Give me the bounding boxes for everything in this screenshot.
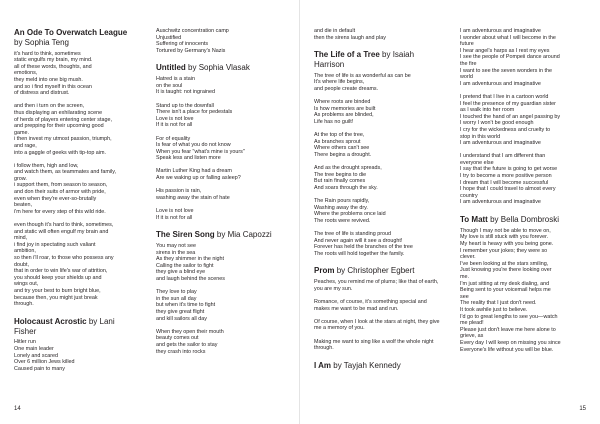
poem-line: i support them, from season to season,	[14, 182, 108, 189]
poem-line: washing away the stain of hate	[156, 194, 230, 201]
poem-line: My heart is heavy with you being gone.	[460, 241, 554, 248]
poem-line: Calling the sailor to fight	[156, 262, 214, 269]
poem-line: of distress and distrust.	[14, 90, 70, 97]
poem-line: i then invest my utmost passion, triumph,	[14, 136, 112, 143]
poem-line: It is taught: not ingrained	[156, 89, 216, 96]
poem-line: When you fear "what's mine is yours"	[156, 148, 245, 155]
stanza-break	[314, 332, 440, 339]
stanza-break	[314, 93, 440, 100]
poem-line: There begins a drought.	[314, 151, 372, 158]
poem-line: The roots will hold together the family.	[314, 250, 405, 257]
poem-line: Forever has held the branches of the tree	[314, 244, 413, 251]
stanza-break	[156, 96, 278, 103]
poem-body-holocaust	[14, 339, 132, 372]
poem-line: Speak less and listen more	[156, 155, 221, 162]
poem-line: they give great flight	[156, 308, 205, 315]
poem-line: The tree of life is standing proud	[314, 231, 392, 238]
poem-line: you should keep your shields up and	[14, 274, 102, 281]
poem-line: even when they're ever-so-brutally	[14, 195, 97, 202]
poem-line: The reality that I just don't need.	[460, 300, 537, 307]
poem-line: and kill sailors all day	[156, 315, 207, 322]
poem-body-siren	[156, 243, 278, 355]
poem-line: i find joy in spectating such valiant	[14, 241, 96, 248]
poem-body-auschwitz	[156, 28, 278, 54]
stanza-break	[460, 147, 586, 154]
poem-line: Is fear of what you do not know	[156, 142, 231, 149]
left-column-2	[156, 28, 278, 355]
poem-title-siren: The Siren Song by Mia Capozzi	[156, 230, 272, 240]
poem-line: doubt,	[14, 261, 29, 268]
poem-line: For of equality	[156, 135, 191, 142]
poem-line: I hope that I could travel to almost every	[460, 186, 556, 193]
poem-line: As branches sprout	[314, 138, 361, 145]
poem-line: Unjustified	[156, 34, 182, 41]
poem-line: Martin Luther King had a dream	[156, 168, 232, 175]
poem-line: Everyone's life without you will be blue.	[460, 346, 554, 353]
poem-line: I feel the presence of my guardian sister	[460, 100, 556, 107]
poem-title-holocaust: Holocaust Acrostic by Lani Fisher	[14, 316, 115, 336]
poem-line: I dream that I will become successful	[460, 179, 549, 186]
poem-line: and watch them, as teammates and family,	[14, 169, 117, 176]
stanza-break	[314, 126, 440, 133]
stanza-break	[314, 159, 440, 166]
poem-title-matt: To Matt by Bella Dombroski	[460, 215, 559, 225]
poem-line: Lonely and scared	[14, 352, 59, 359]
poem-line: Caused pain to many	[14, 365, 65, 372]
poem-line: Being sent to your voicemail helps me	[460, 287, 551, 294]
poem-line: sirens in the sea	[156, 249, 196, 256]
poem-paragraph: Peaches, you remind me of plums; like that of earth, you are my sun.	[314, 279, 439, 292]
stanza-break	[14, 156, 132, 163]
poem-line: Please just don't leave me here alone to	[460, 326, 556, 333]
poem-line: beaten,	[14, 202, 32, 209]
poem-line: His passion is rain,	[156, 188, 202, 195]
poem-line: Suffering of innocents	[156, 41, 209, 48]
poem-body-tree	[314, 73, 440, 258]
poem-line: me.	[460, 273, 469, 280]
poem-line: and then i turn on the screen,	[14, 103, 85, 110]
stanza-break	[156, 283, 278, 290]
poem-body-adventurous	[460, 28, 586, 206]
stanza-break	[314, 191, 440, 198]
poem-line: There isn't a place for pedestals	[156, 109, 233, 116]
poem-body-overwatch	[14, 51, 132, 308]
poem-line: Where roots are binded	[314, 99, 371, 106]
poem-line: As they shimmer in the night	[156, 256, 225, 263]
poem-line: then the sirens laugh and play	[314, 34, 386, 41]
poem-line: thus displaying an exhilarating scene	[14, 109, 103, 116]
poem-line: mind,	[14, 235, 28, 242]
poem-line: clever.	[460, 254, 476, 261]
poem-line: I wonder about what I will become in the	[460, 34, 556, 41]
poem-line: wings out,	[14, 281, 39, 288]
right-column-1	[314, 28, 440, 374]
poem-line: they meld into one big mush.	[14, 76, 83, 83]
poem-line: as I walk into her room	[460, 107, 515, 114]
poem-line: The roots were revived.	[314, 217, 371, 224]
poem-line: and laugh behind the scenes	[156, 276, 225, 282]
page-number-left: 14	[14, 406, 21, 412]
poem-line: It took awhile just to believe.	[460, 306, 528, 313]
poem-body-siren-end	[314, 28, 440, 41]
poem-line: Stand up to the downfall	[156, 102, 214, 109]
poem-line: I hear angel's harps as I rest my eyes	[460, 47, 550, 54]
poem-line: The Rain pours rapidly,	[314, 198, 370, 205]
poem-line: in the sun all day	[156, 295, 197, 302]
poem-line: I say that the future is going to get worse	[460, 166, 558, 173]
poem-line: Though I may not be able to move on,	[460, 227, 551, 234]
poem-line: static engulfs my brain, my mind.	[14, 57, 93, 64]
poem-body-prom	[314, 279, 440, 352]
stanza-break	[314, 312, 440, 319]
poem-line: I want to see the seven wonders in the	[460, 67, 552, 74]
poem-line: My love is still stuck with you forever.	[460, 234, 549, 241]
poem-line: I cry for the wickedness and cruelty to	[460, 126, 551, 133]
poem-line: At the top of the tree,	[314, 132, 365, 139]
poem-line: they crash into rocks	[156, 348, 206, 355]
poem-line: Just knowing you're there looking over	[460, 267, 552, 274]
poem-line: and static will often engulf my brain and	[14, 228, 109, 235]
poem-title-prom: Prom by Christopher Egbert	[314, 266, 415, 276]
poem-line: I touched the hand of an angel passing by	[460, 113, 561, 120]
poem-line: Washing away the dry.	[314, 204, 368, 211]
poem-line: I am adventurous and imaginative	[460, 28, 541, 34]
poem-line: Are we waking up or falling asleep?	[156, 175, 241, 182]
poem-line: And never again will it see a drought!	[314, 237, 403, 244]
poem-line: but when it's time to fight	[156, 302, 216, 309]
poem-line: ambition,	[14, 248, 36, 255]
poem-paragraph: Of course, when I look at the stars at night, they give me a memory of you.	[314, 318, 440, 332]
poem-line: and die in default	[314, 28, 356, 34]
stanza-break	[460, 87, 586, 94]
poem-title-overwatch: An Ode To Overwatch League by Sophia Teng	[14, 28, 128, 47]
poem-line: because then, you might just break	[14, 294, 98, 301]
poem-body-matt	[460, 228, 586, 353]
stanza-break	[156, 201, 278, 208]
poem-line: into a gaggle of geeks with tip-top aim.	[14, 149, 106, 156]
poem-title-iam: I Am by Tayjah Kennedy	[314, 360, 401, 370]
poem-line: i follow them, high and low,	[14, 162, 79, 169]
poem-line: i'm here for every step of this wild ride.	[14, 208, 106, 215]
poem-line: If it is not for all	[156, 214, 193, 221]
poem-line: I remember your jokes; they were so	[460, 247, 548, 254]
poem-line: They love to play	[156, 289, 197, 296]
poem-line: Is how memories are built	[314, 105, 376, 112]
poem-line: Where others can't see	[314, 145, 370, 152]
stanza-break	[156, 129, 278, 136]
stanza-break	[14, 97, 132, 104]
poem-line: Love is not love	[156, 115, 194, 122]
poem-line: they give a blind eye	[156, 269, 206, 276]
poem-body-untitled	[156, 76, 278, 221]
page-number-right: 15	[579, 406, 586, 412]
poem-line: As problems are blinded,	[314, 112, 374, 119]
stanza-break	[156, 162, 278, 169]
poem-line: Every day I will keep on missing you since	[460, 339, 561, 346]
poem-line: Hitler run	[14, 339, 36, 346]
poem-line: Love is not love	[156, 208, 194, 215]
poem-line: I am adventurous and imaginative	[460, 140, 541, 147]
poem-line: Where the problems once laid	[314, 211, 386, 218]
poem-line: I worry I won't be good enough	[460, 120, 534, 127]
poem-line: and gets the sailor to stay	[156, 341, 218, 348]
poem-line: I'd go to great lengths to see you—watch	[460, 313, 558, 320]
poem-line: and don their suits of armor with pride,	[14, 189, 106, 196]
poem-line: I try to become a more positive person	[460, 173, 552, 180]
poem-line: world	[460, 74, 473, 81]
poem-line: on the soul	[156, 82, 183, 89]
poem-line: emotions,	[14, 70, 38, 77]
stanza-break	[156, 182, 278, 189]
poem-line: The tree of life is as wonderful as can be	[314, 72, 411, 79]
stanza-break	[314, 224, 440, 231]
poem-line: of herds of players entering center stage,	[14, 116, 112, 123]
poem-line: Hatred is a stain	[156, 76, 195, 83]
poem-line: and prepping for their upcoming good	[14, 123, 104, 130]
poem-line: and rage,	[14, 142, 37, 149]
poem-line: The tree begins to die	[314, 171, 367, 178]
left-column-1	[14, 28, 132, 372]
poem-line: all of these words, thoughts, and	[14, 63, 92, 70]
poem-line: When they open their mouth	[156, 328, 224, 335]
poem-line: grow.	[14, 175, 27, 182]
poem-line: Life has no guilt!	[314, 118, 354, 125]
poem-line: I am adventurous and imaginative	[460, 199, 541, 206]
poem-line: the fire	[460, 60, 477, 67]
poem-line: everyone else	[460, 159, 494, 166]
poem-line: that in order to win life's war of attrition,	[14, 268, 108, 275]
poem-title-untitled: Untitled by Sophia Vlasak	[156, 63, 250, 73]
poem-line: If it is not for all	[156, 122, 193, 129]
poem-line: country	[460, 192, 478, 199]
poem-line: me plead!	[460, 320, 484, 327]
poem-line: I'm just sitting at my desk dialing, and	[460, 280, 550, 287]
poem-line: I pretend that I live in a cartoon world	[460, 93, 549, 100]
stanza-break	[14, 215, 132, 222]
poem-line: game.	[14, 129, 29, 136]
poem-line: One main leader	[14, 345, 54, 352]
right-page	[300, 0, 600, 424]
poem-line: through.	[14, 301, 34, 308]
poem-line: and people create dreams.	[314, 85, 379, 92]
poem-line: I've been looking at the stars smiling,	[460, 260, 549, 267]
poem-line: and try your best to burn bright blue,	[14, 287, 101, 294]
poem-paragraph: Romance, of course, it's something special and makes me want to be mad and run.	[314, 298, 427, 312]
poem-line: beauty comes out	[156, 335, 199, 342]
poem-line: grieve, as	[460, 333, 484, 340]
poem-line: I am adventurous and imaginative	[460, 80, 541, 87]
poem-line: Tortured by Germany's Nazis	[156, 47, 226, 54]
poem-paragraph: Making me want to sing like a wolf the whole night through.	[314, 338, 434, 352]
poem-line: I understand that I am different than	[460, 153, 546, 160]
poem-line: stop in this world	[460, 133, 501, 140]
poem-line: But rain finally comes	[314, 178, 366, 185]
poem-line: I see the people of Pompeii dance around	[460, 54, 560, 61]
poem-line: And soars through the sky.	[314, 184, 378, 191]
poem-line: It's where life begins,	[314, 79, 365, 86]
poem-line: You may not see	[156, 243, 196, 250]
poem-line: and so i find myself in this ocean	[14, 83, 92, 90]
stanza-break	[156, 322, 278, 329]
poem-line: see	[460, 293, 469, 300]
poem-title-tree: The Life of a Tree by Isaiah Harrison	[314, 50, 415, 69]
poem-line: And as the drought spreads,	[314, 165, 382, 172]
stanza-break	[314, 292, 440, 299]
poem-line: even though it's hard to think, sometimes,	[14, 222, 114, 229]
poem-line: Over 6 million Jews killed	[14, 359, 75, 366]
poem-line: so then i'll roar, to those who possess any	[14, 255, 114, 261]
poem-line: Auschwitz concentration camp	[156, 28, 229, 34]
poem-line: future	[460, 41, 474, 48]
right-column-2	[460, 28, 586, 353]
poem-line: it's hard to think, sometimes	[14, 50, 81, 57]
